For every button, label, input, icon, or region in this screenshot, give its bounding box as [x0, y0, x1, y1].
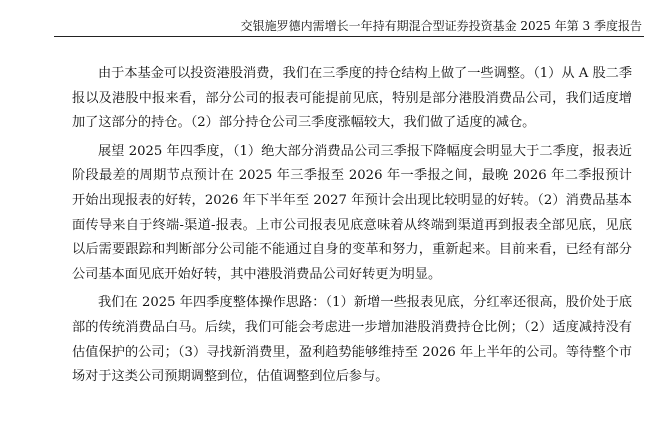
header-divider: [54, 36, 644, 37]
report-body: [72, 62, 632, 394]
paragraph-q3-adjustment: 由于本基金可以投资港股消费，我们在三季度的持仓结构上做了一些调整。（1）从 A 股二季报以及港股中报来看，部分公司的报表可能提前见底，特别是部分港股消费品公司，我们适度增加了这部分的持仓。（2）部分持仓公司三季度涨幅较大，我们做了适度的减仓。: [72, 66, 633, 131]
report-title: 交银施罗德内需增长一年持有期混合型证券投资基金 2025 年第 3 季度报告: [240, 19, 642, 33]
paragraph-q4-strategy: 我们在 2025 年四季度整体操作思路：（1）新增一些报表见底，分红率还很高，股价处于底部的传统消费品白马。后续，我们可能会考虑进一步增加港股消费持仓比例；（2）适度减持没有估值保护的公司；（3）寻找新消费里，盈利趋势能够维持至 2026 年上半年的公司。等待整个市场对于这类公司预期调整到位，估值调整到位后参与。: [72, 295, 632, 385]
paragraph-q4-outlook: 展望 2025 年四季度，（1）绝大部分消费品公司三季报下降幅度会明显大于二季度，报表近阶段最差的周期节点预计在 2025 年三季报至 2026 年一季报之间，最晚 2026 年二季报预计开始出现报表的好转，2026 年下半年至 2027 年预计会出现比较明显的好转。（2）消费品基本面传导来自于终端-渠道-报表。上市公司报表见底意味着从终端到渠道再到报表全部见底，见底以后需要跟踪和判断部分公司能不能通过自身的变革和努力，重新起来。目前来看，已经有部分公司基本面见底开始好转，其中港股消费品公司好转更为明显。: [72, 143, 632, 282]
page-header: [0, 0, 660, 38]
